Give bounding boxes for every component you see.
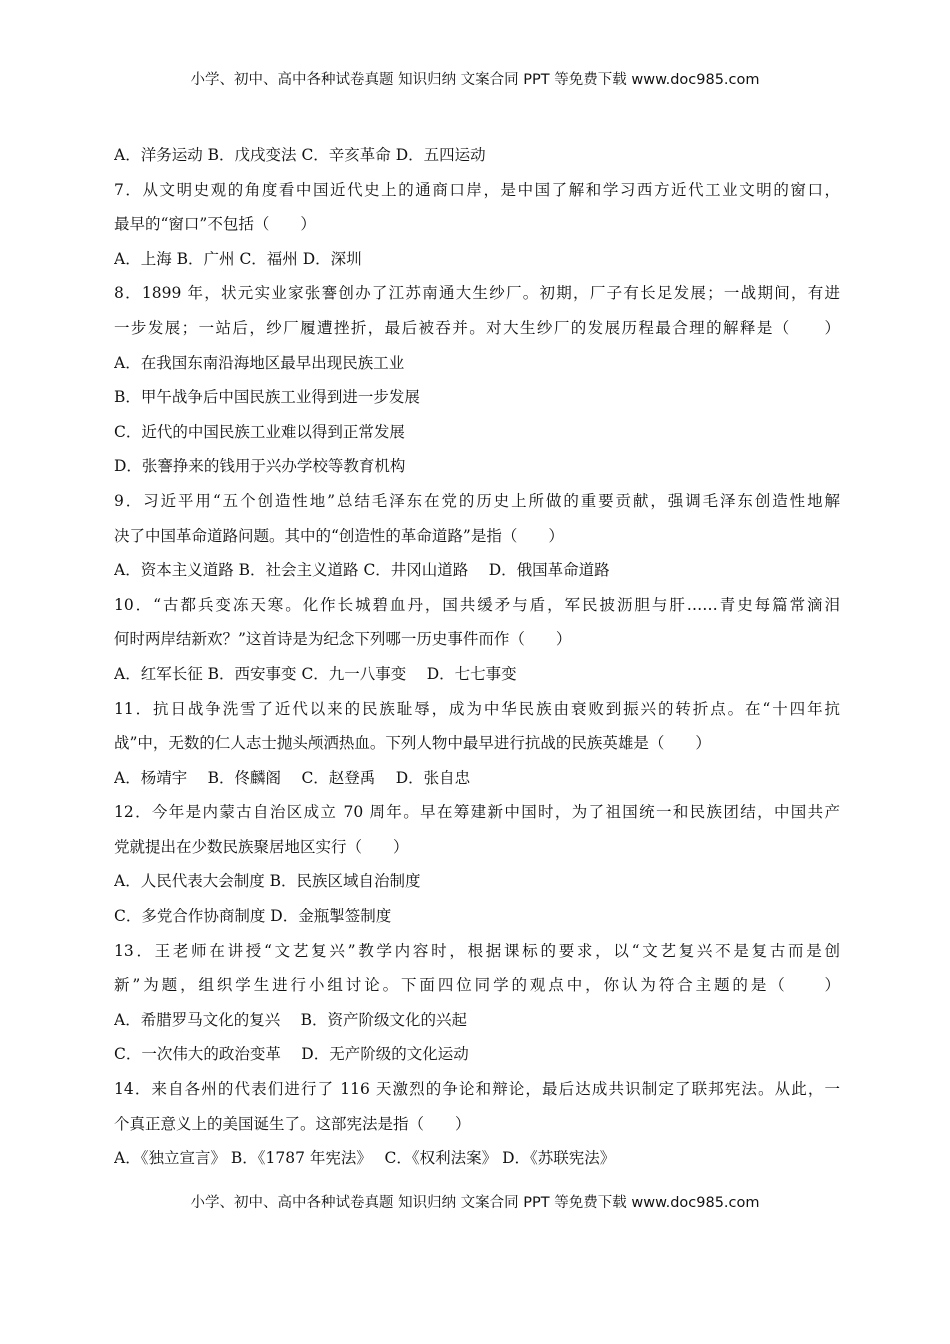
question-8-line-1: 8．1899 年，状元实业家张謇创办了江苏南通大生纱厂。初期，厂子有长足发展；一战期间，有进 bbox=[114, 284, 840, 303]
exam-content bbox=[114, 138, 840, 1176]
question-12-options-ab: A．人民代表大会制度 B．民族区域自治制度 bbox=[114, 872, 421, 891]
question-12-options-cd: C．多党合作协商制度 D．金瓶掣签制度 bbox=[114, 907, 392, 926]
question-14-line-2: 个真正意义上的美国诞生了。这部宪法是指（ ） bbox=[114, 1114, 471, 1133]
question-9-options: A．资本主义道路 B．社会主义道路 C．井冈山道路 D．俄国革命道路 bbox=[114, 561, 610, 580]
question-7-options: A．上海 B．广州 C．福州 D．深圳 bbox=[114, 249, 362, 268]
question-14-options: A．《独立宣言》 B．《1787 年宪法》 C．《权利法案》 D．《苏联宪法》 bbox=[114, 1149, 616, 1168]
question-7-line-1: 7．从文明史观的角度看中国近代史上的通商口岸，是中国了解和学习西方近代工业文明的窗口， bbox=[114, 180, 840, 199]
option-line: A．洋务运动 B．戊戌变法 C．辛亥革命 D．五四运动 bbox=[114, 146, 486, 164]
question-11-line-1: 11．抗日战争洗雪了近代以来的民族耻辱，成为中华民族由衰败到振兴的转折点。在“十四年抗 bbox=[114, 699, 840, 718]
question-13-line-2: 新”为题，组织学生进行小组讨论。下面四位同学的观点中，你认为符合主题的是（ ） bbox=[114, 976, 840, 995]
question-12-line-2: 党就提出在少数民族聚居地区实行（ ） bbox=[114, 837, 409, 856]
question-7-line-2: 最早的“窗口”不包括（ ） bbox=[114, 215, 316, 234]
question-9-line-2: 决了中国革命道路问题。其中的“创造性的革命道路”是指（ ） bbox=[114, 526, 564, 545]
question-13-options-cd: C．一次伟大的政治变革 D．无产阶级的文化运动 bbox=[114, 1045, 469, 1064]
question-8-option-d: D．张謇挣来的钱用于兴办学校等教育机构 bbox=[114, 457, 406, 476]
question-10-options: A．红军长征 B．西安事变 C．九一八事变 D．七七事变 bbox=[114, 664, 517, 683]
question-8-option-a: A．在我国东南沿海地区最早出现民族工业 bbox=[114, 353, 405, 372]
question-14-line-1: 14．来自各州的代表们进行了 116 天激烈的争论和辩论，最后达成共识制定了联邦宪法。从此，一 bbox=[114, 1080, 840, 1099]
header-banner: 小学、初中、高中各种试卷真题 知识归纳 文案合同 PPT 等免费下载 www.doc985.com bbox=[190, 72, 760, 88]
question-9-line-1: 9．习近平用“五个创造性地”总结毛泽东在党的历史上所做的重要贡献，强调毛泽东创造性地解 bbox=[114, 491, 840, 510]
footer-banner: 小学、初中、高中各种试卷真题 知识归纳 文案合同 PPT 等免费下载 www.doc985.com bbox=[190, 1195, 760, 1211]
question-8-line-2: 一步发展；一站后，纱厂履遭挫折，最后被吞并。对大生纱厂的发展历程最合理的解释是（ ） bbox=[114, 318, 840, 337]
question-11-line-2: 战”中，无数的仁人志士抛头颅洒热血。下列人物中最早进行抗战的民族英雄是（ ） bbox=[114, 734, 711, 753]
question-13-options-ab: A．希腊罗马文化的复兴 B．资产阶级文化的兴起 bbox=[114, 1010, 468, 1029]
question-12-line-1: 12．今年是内蒙古自治区成立 70 周年。早在筹建新中国时，为了祖国统一和民族团结，中国共产 bbox=[114, 803, 840, 822]
question-10-line-1: 10．“古都兵变冻天寒。化作长城碧血丹，国共缓矛与盾，军民披沥胆与肝……青史每篇常滴泪 bbox=[114, 595, 840, 614]
question-11-options: A．杨靖宇 B．佟麟阁 C．赵登禹 D．张自忠 bbox=[114, 768, 471, 787]
question-8-option-c: C．近代的中国民族工业难以得到正常发展 bbox=[114, 422, 405, 441]
question-13-line-1: 13．王老师在讲授“文艺复兴”教学内容时，根据课标的要求，以“文艺复兴不是复古而是创 bbox=[114, 941, 840, 960]
question-10-line-2: 何时两岸结新欢？”这首诗是为纪念下列哪一历史事件而作（ ） bbox=[114, 630, 572, 649]
question-8-option-b: B．甲午战争后中国民族工业得到进一步发展 bbox=[114, 388, 420, 407]
